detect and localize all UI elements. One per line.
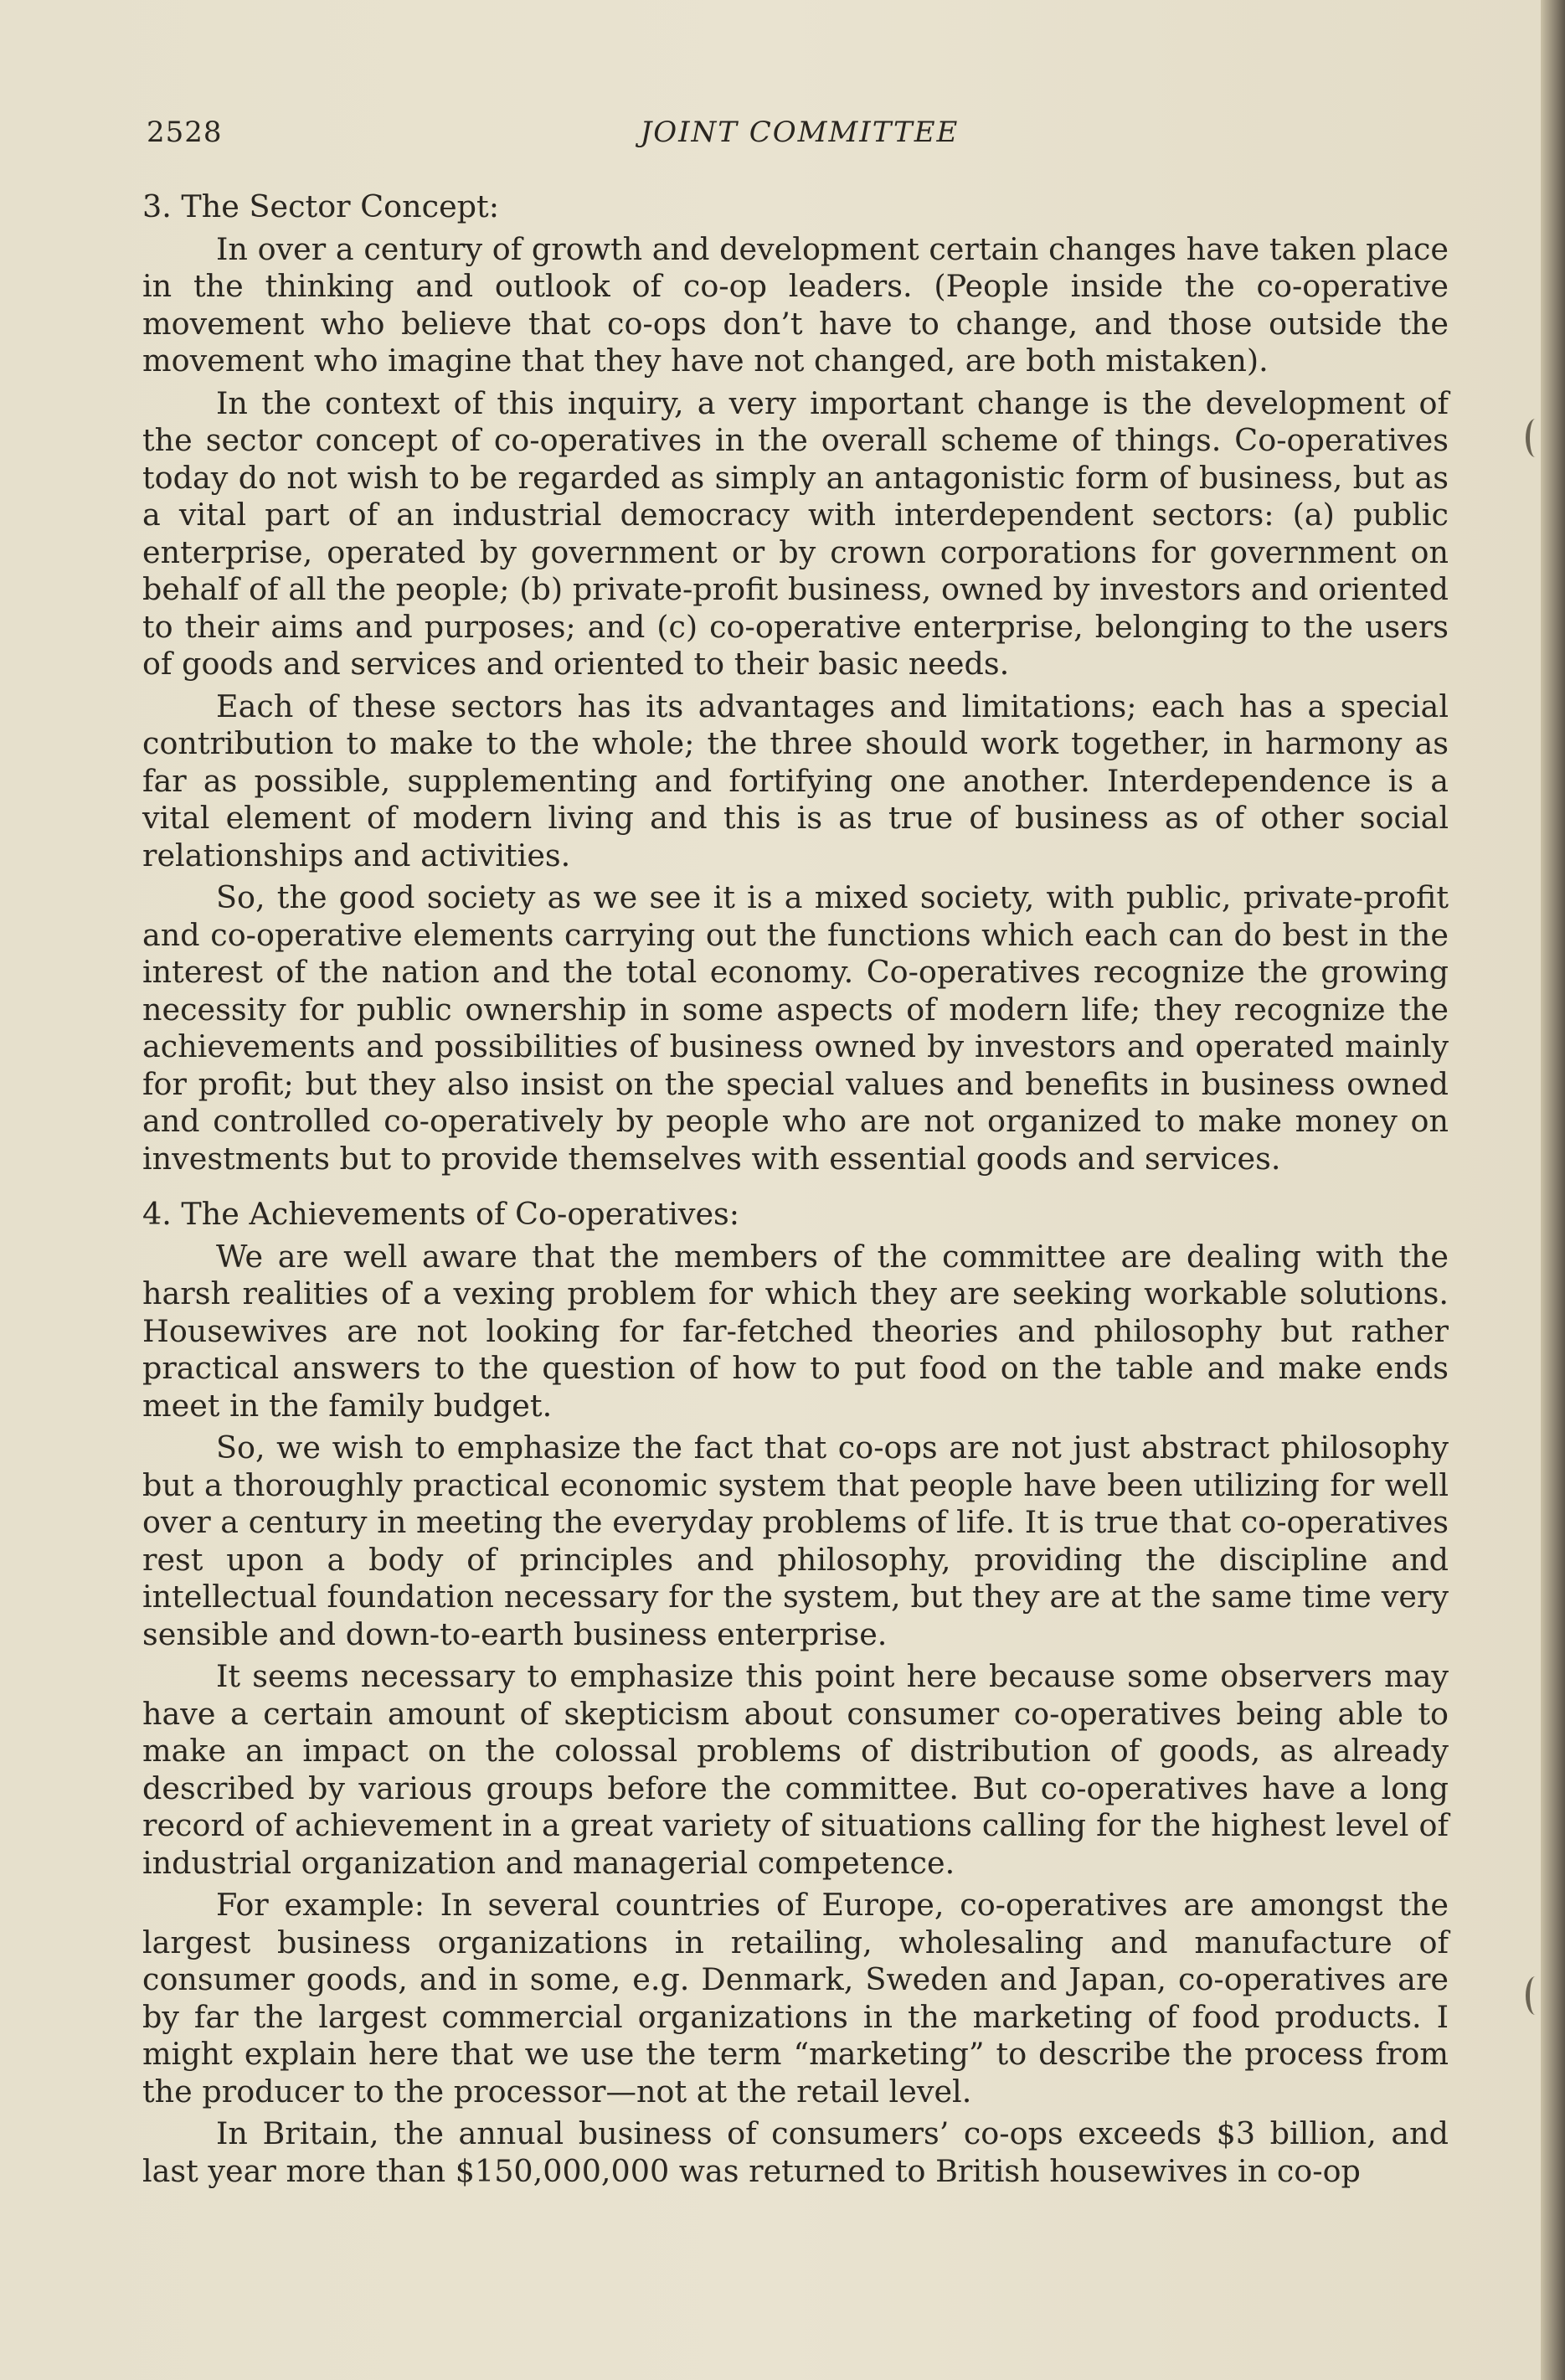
paragraph: In the context of this inquiry, a very important change is the development of the sector concept of co-operatives in the overall scheme of things. Co-operatives today do not wish to be regarded as simply an antagonistic form of business, but as a vital part of an industrial democracy with interdependent sectors: (a) public enterprise, operated by government or by crown corporations for government on behalf of all the people; (b) private-profit business, owned by investors and oriented to their aims and purposes; and (c) co-operative enterprise, belonging to the users of goods and services and oriented to their basic needs.	[142, 384, 1449, 682]
paragraph: For example: In several countries of Europe, co-operatives are amongst the largest business organizations in retailing, wholesaling and manufacture of consumer goods, and in some, e.g. Denmark, Sweden and Japan, co-operatives are by far the largest commercial organizations in the marketing of food products. I might explain here that we use the term “marketing” to describe the process from the producer to the processor—not at the retail level.	[142, 1887, 1449, 2110]
paragraph: In over a century of growth and development certain changes have taken place in the thinking and outlook of co-op leaders. (People inside the co-operative movement who believe that co-ops don’t have to change, and those outside the movement who imagine that they have not changed, are both mistaken).	[142, 230, 1449, 379]
paragraph: Each of these sectors has its advantages and limitations; each has a special contribution to make to the whole; the three should work together, in harmony as far as possible, supplementing and fortifying one another. Interdependence is a vital element of modern living and this is as true of business as of other social relationships and activities.	[142, 688, 1449, 873]
book-binding-edge	[1541, 0, 1565, 2380]
paragraph: It seems necessary to emphasize this point here because some observers may have a certain amount of skepticism about consumer co-operatives being able to make an impact on the colossal problems of distribution of goods, as already described by various groups before the committee. But co-operatives have a long record of achievement in a great variety of situations calling for the highest level of industrial organization and managerial competence.	[142, 1658, 1449, 1881]
paragraph: So, the good society as we see it is a mixed society, with public, private-profit and co-operative elements carrying out the functions which each can do best in the interest of the nation and the total economy. Co-operatives recognize the growing necessity for public ownership in some aspects of modern life; they recognize the achievements and possibilities of business owned by investors and operated mainly for profit; but they also insist on the special values and benefits in business owned and controlled co-operatively by people who are not organized to make money on investments but to provide themselves with essential goods and services.	[142, 879, 1449, 1177]
paragraph: In Britain, the annual business of consumers’ co-ops exceeds $3 billion, and last year more than $150,000,000 was returned to British housewives in co-op	[142, 2115, 1449, 2189]
paragraph: We are well aware that the members of the committee are dealing with the harsh realities of a vexing problem for which they are seeking workable solutions. Housewives are not looking for far-fetched theories and philosophy but rather practical answers to the question of how to put food on the table and make ends meet in the family budget.	[142, 1238, 1449, 1424]
paragraph: So, we wish to emphasize the fact that co-ops are not just abstract philosophy but a thoroughly practical economic system that people have been utilizing for well over a century in meeting the everyday problems of life. It is true that co-operatives rest upon a body of principles and philosophy, providing the discipline and intellectual foundation necessary for the system, but they are at the same time very sensible and down-to-earth business enterprise.	[142, 1430, 1449, 1652]
body-text	[142, 188, 1449, 2195]
page-number: 2528	[147, 116, 223, 149]
section-heading: 4. The Achievements of Co-operatives:	[142, 1196, 740, 1232]
page-header	[147, 116, 1453, 152]
section-heading: 3. The Sector Concept:	[142, 188, 500, 224]
running-head: JOINT COMMITTEE	[640, 116, 960, 149]
